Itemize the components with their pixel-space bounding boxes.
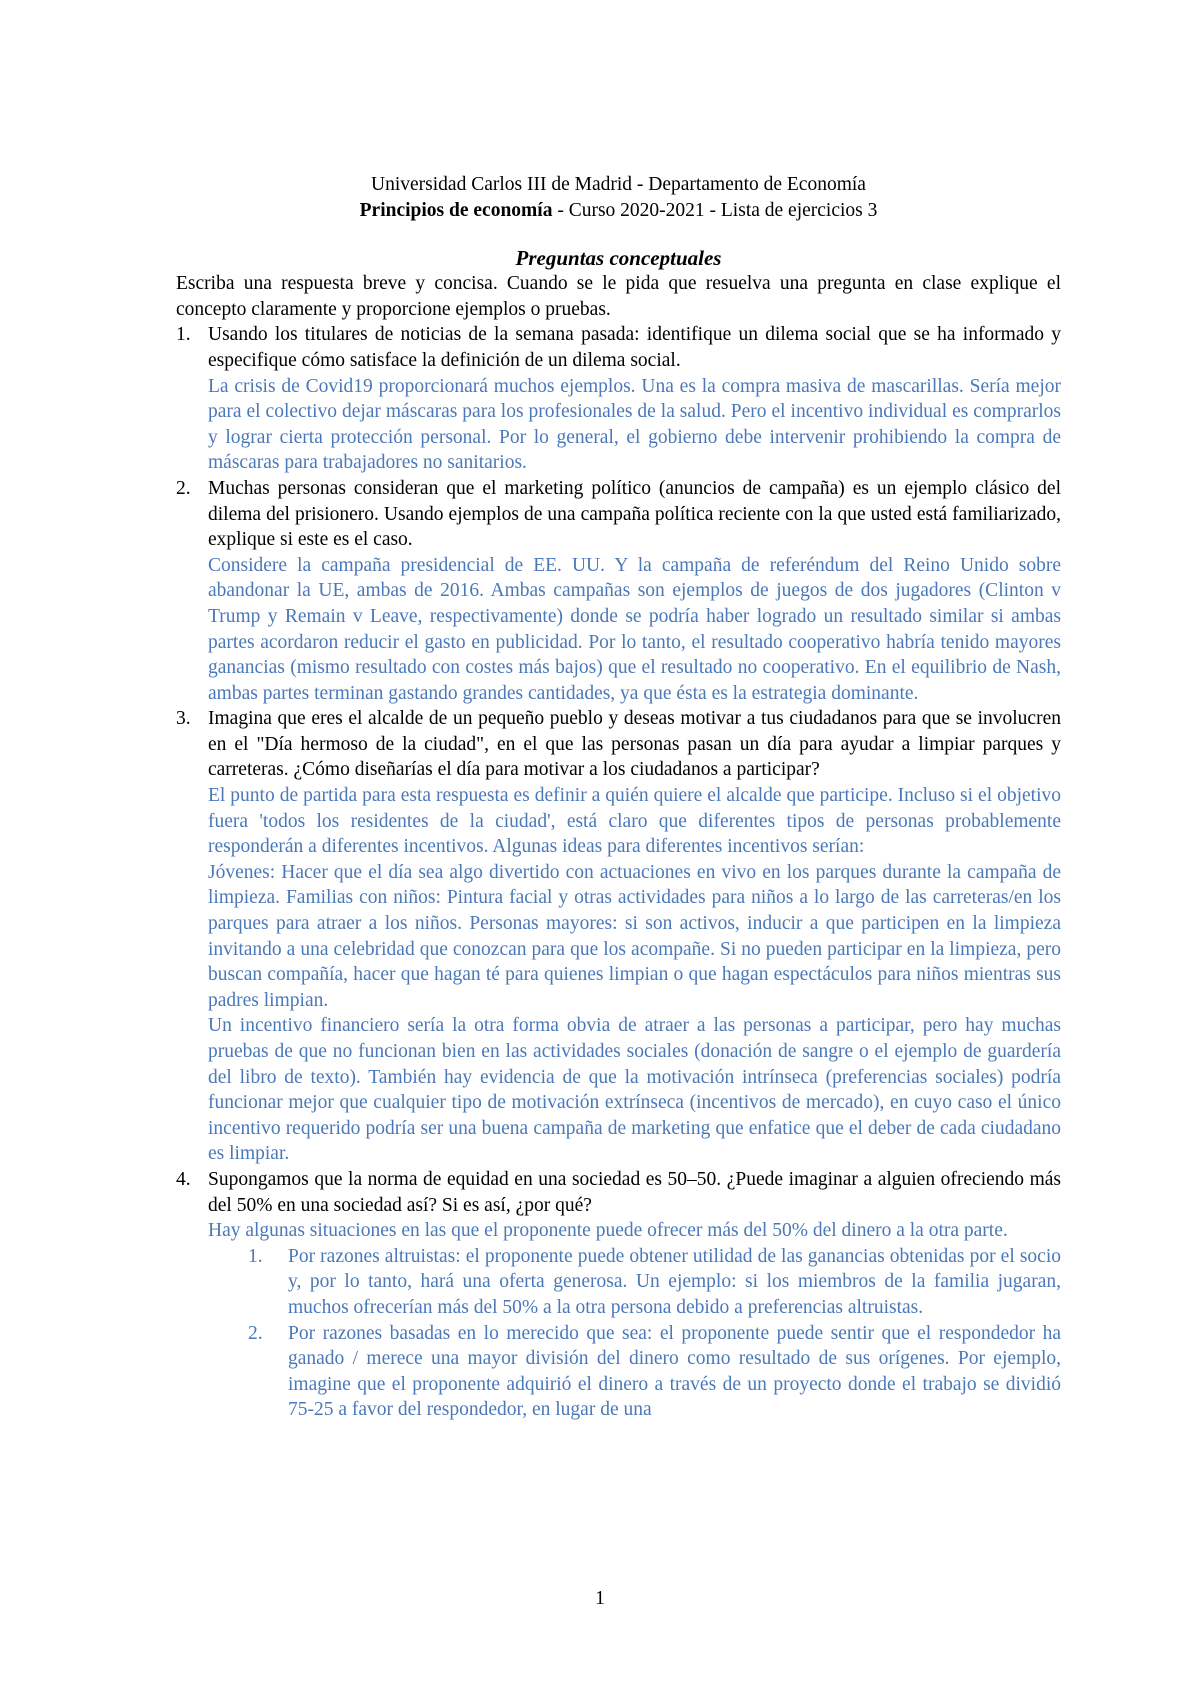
question-number: 3. — [176, 708, 191, 730]
question-3 — [176, 706, 1061, 1167]
section-title: Preguntas conceptuales — [515, 246, 722, 271]
subitem-text: Por razones altruistas: el proponente puede obtener utilidad de las ganancias obtenidas por el socio y, por lo tanto, hará una oferta generosa. Un ejemplo: si los miembros de la familia jugaran, muchos ofrecerían más del 50% a la otra persona debido a preferencias altruistas. — [288, 1245, 1061, 1318]
document-header — [176, 172, 1061, 223]
question-text: Imagina que eres el alcalde de un pequeño pueblo y deseas motivar a tus ciudadanos para que se involucren en el "Día hermoso de la ciudad", en el que las personas pasan un día para ayudar a limpiar parques y carreteras. ¿Cómo diseñarías el día para motivar a los ciudadanos a participar? — [208, 708, 1061, 781]
subitem-text: Por razones basadas en lo merecido que sea: el proponente puede sentir que el respondedor ha ganado / merece una mayor división del dinero como resultado de sus orígenes. Por ejemplo, imagine que el proponente adquirió el dinero a través de un proyecto donde el trabajo se dividió 75-25 a favor del respondedor, en lugar de una — [288, 1322, 1061, 1421]
answer-paragraph: Hay algunas situaciones en las que el proponente puede ofrecer más del 50% del dinero a la otra parte. — [208, 1220, 1008, 1242]
answer-subitem-1 — [176, 1244, 1061, 1321]
page-number: 1 — [595, 1588, 605, 1609]
answer-paragraph: La crisis de Covid19 proporcionará muchos ejemplos. Una es la compra masiva de mascarillas. Sería mejor para el colectivo dejar máscaras para los profesionales de la salud. Pero el incentivo individual es comprarlos y lograr cierta protección personal. Por lo general, el gobierno debe intervenir prohibiendo la compra de máscaras para trabajadores no sanitarios. — [208, 375, 1061, 474]
question-number: 1. — [176, 324, 191, 346]
course-name: Principios de economía — [359, 199, 553, 221]
university-line: Universidad Carlos III de Madrid - Departamento de Economía — [371, 174, 866, 195]
answer-paragraph: Considere la campaña presidencial de EE. UU. Y la campaña de referéndum del Reino Unido sobre abandonar la UE, ambas de 2016. Ambas campañas son ejemplos de juegos de dos jugadores (Clinton v Trump y Remain v Leave, respectivamente) donde se podría haber logrado un resultado similar si ambas partes acordaron reducir el gasto en publicidad. Por lo tanto, el resultado cooperativo habría tenido mayores ganancias (mismo resultado con costes más bajos) que el resultado no cooperativo. En el equilibrio de Nash, ambas partes terminan gastando grandes cantidades, ya que ésta es la estrategia dominante. — [208, 554, 1061, 704]
course-details: - Curso 2020-2021 - Lista de ejercicios 3 — [552, 199, 878, 221]
question-2 — [176, 476, 1061, 706]
answer-paragraph: El punto de partida para esta respuesta es definir a quién quiere el alcalde que participe. Incluso si el objetivo fuera 'todos los residentes de la ciudad', está claro que diferentes tipos de personas probablemente responderán a diferentes incentivos. Algunas ideas para diferentes incentivos serían: — [208, 785, 1061, 858]
answer-subitem-2 — [176, 1321, 1061, 1423]
course-line — [176, 198, 1061, 224]
document-page — [176, 172, 1061, 1423]
intro-paragraph: Escriba una respuesta breve y concisa. Cuando se le pida que resuelva una pregunta en clase explique el concepto claramente y proporcione ejemplos o pruebas. — [176, 273, 1061, 320]
answer-paragraph: Jóvenes: Hacer que el día sea algo divertido con actuaciones en vivo en los parques durante la campaña de limpieza. Familias con niños: Pintura facial y otras actividades para niños a lo largo de las carreteras/en los parques para atraer a los niños. Personas mayores: si son activos, inducir a que participen en la limpieza invitando a una celebridad que conozcan para que los acompañe. Si no pueden participar en la limpieza, pero buscan compañía, hacer que hagan té para quienes limpian o que hagan espectáculos para niños mientras sus padres limpian. — [208, 861, 1061, 1011]
question-4 — [176, 1167, 1061, 1244]
question-1 — [176, 322, 1061, 476]
question-text: Supongamos que la norma de equidad en una sociedad es 50–50. ¿Puede imaginar a alguien ofreciendo más del 50% en una sociedad así? Si es así, ¿por qué? — [208, 1168, 1061, 1216]
question-text: Muchas personas consideran que el marketing político (anuncios de campaña) es un ejemplo clásico del dilema del prisionero. Usando ejemplos de una campaña política reciente con la que usted está familiarizado, explique si este es el caso. — [208, 477, 1061, 551]
question-number: 2. — [176, 477, 191, 499]
question-text: Usando los titulares de noticias de la semana pasada: identifique un dilema social que se ha informado y especifique cómo satisface la definición de un dilema social. — [208, 324, 1061, 371]
question-number: 4. — [176, 1168, 191, 1190]
subitem-number: 2. — [248, 1322, 263, 1344]
answer-paragraph: Un incentivo financiero sería la otra forma obvia de atraer a las personas a participar, pero hay muchas pruebas de que no funcionan bien en las actividades sociales (donación de sangre o el ejemplo de guardería del libro de texto). También hay evidencia de que la motivación intrínseca (preferencias sociales) podría funcionar mejor que cualquier tipo de motivación extrínseca (incentivos de mercado), en cuyo caso el único incentivo requerido podría ser una buena campaña de marketing que enfatice que el deber de cada ciudadano es limpiar. — [208, 1015, 1061, 1165]
subitem-number: 1. — [248, 1245, 263, 1267]
